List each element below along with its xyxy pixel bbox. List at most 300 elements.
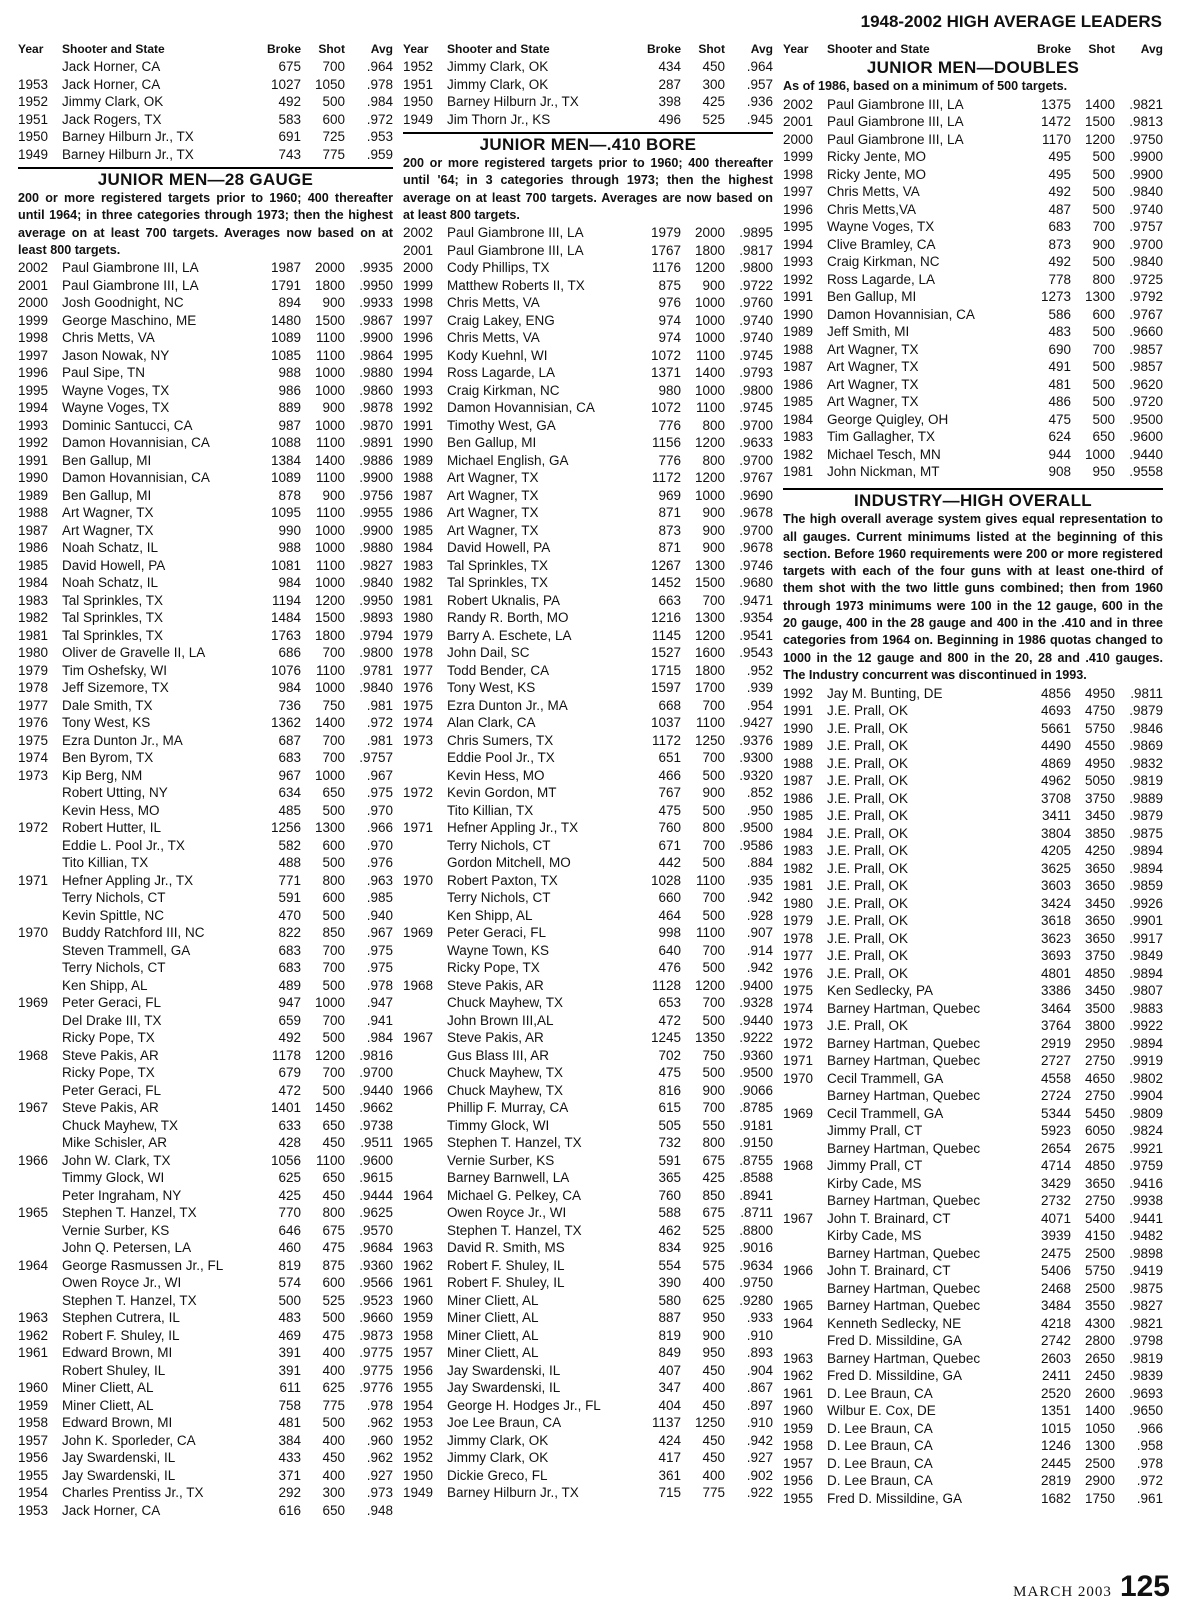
table-row bbox=[783, 1419, 1163, 1437]
row-avg: .9441 bbox=[1129, 1210, 1163, 1226]
row-year: 1999 bbox=[18, 312, 49, 328]
row-broke: 1362 bbox=[270, 715, 301, 731]
row-avg: .9500 bbox=[739, 820, 773, 836]
row-year: 1970 bbox=[403, 872, 434, 888]
row-year: 1972 bbox=[403, 785, 434, 801]
row-year: 1956 bbox=[403, 1362, 434, 1378]
row-shot: 425 bbox=[702, 1170, 725, 1186]
row-shooter: Ezra Dunton Jr., MA bbox=[447, 697, 568, 713]
row-shot: 500 bbox=[322, 1030, 345, 1046]
table-row bbox=[783, 393, 1163, 411]
row-year: 1988 bbox=[783, 755, 814, 771]
row-shot: 850 bbox=[322, 925, 345, 941]
table-row bbox=[403, 784, 773, 802]
row-shot: 650 bbox=[322, 1502, 345, 1518]
row-shooter: Paul Giambrone III, LA bbox=[827, 96, 964, 112]
row-avg: .910 bbox=[746, 1327, 773, 1343]
row-shooter: D. Lee Braun, CA bbox=[827, 1455, 933, 1471]
column-header bbox=[18, 40, 393, 58]
row-shot: 1400 bbox=[1084, 96, 1115, 112]
row-year: 1996 bbox=[403, 330, 434, 346]
table-row bbox=[783, 842, 1163, 860]
row-avg: .9500 bbox=[1129, 411, 1163, 427]
row-broke: 1597 bbox=[650, 680, 681, 696]
row-broke: 683 bbox=[1048, 219, 1071, 235]
table-row bbox=[18, 662, 393, 680]
row-avg: .984 bbox=[366, 94, 393, 110]
row-broke: 384 bbox=[278, 1432, 301, 1448]
row-broke: 491 bbox=[1048, 359, 1071, 375]
row-shooter: Ben Gallup, MI bbox=[62, 487, 152, 503]
row-year: 1977 bbox=[18, 697, 49, 713]
row-shot: 1000 bbox=[314, 575, 345, 591]
row-year: 1958 bbox=[18, 1415, 49, 1431]
row-broke: 583 bbox=[278, 111, 301, 127]
table-row bbox=[403, 522, 773, 540]
row-year: 1975 bbox=[18, 732, 49, 748]
table-row bbox=[783, 1122, 1163, 1140]
row-year: 1950 bbox=[18, 129, 49, 145]
row-avg: .9746 bbox=[739, 557, 773, 573]
row-avg: .9678 bbox=[739, 505, 773, 521]
row-shooter: Ken Sedlecky, PA bbox=[827, 983, 934, 999]
row-year: 1957 bbox=[783, 1455, 814, 1471]
row-year: 1980 bbox=[403, 610, 434, 626]
row-year: 2001 bbox=[18, 277, 49, 293]
row-shooter: Gordon Mitchell, MO bbox=[447, 855, 571, 871]
row-shooter: Miner Cliett, AL bbox=[447, 1345, 539, 1361]
row-shooter: Miner Cliett, AL bbox=[447, 1327, 539, 1343]
table-row bbox=[403, 504, 773, 522]
row-shooter: Art Wagner, TX bbox=[62, 505, 154, 521]
row-avg: .936 bbox=[746, 94, 773, 110]
row-shot: 2675 bbox=[1084, 1140, 1115, 1156]
table-row bbox=[783, 1017, 1163, 1035]
row-avg: .8588 bbox=[739, 1170, 773, 1186]
row-shot: 2750 bbox=[1084, 1088, 1115, 1104]
table-row bbox=[403, 557, 773, 575]
row-broke: 732 bbox=[658, 1135, 681, 1151]
row-shooter: Charles Prentiss Jr., TX bbox=[62, 1485, 204, 1501]
row-year: 1994 bbox=[783, 236, 814, 252]
row-avg: .9419 bbox=[1129, 1263, 1163, 1279]
section-title: JUNIOR MEN—28 GAUGE bbox=[97, 170, 314, 189]
table-row bbox=[783, 305, 1163, 323]
row-avg: .9444 bbox=[359, 1187, 393, 1203]
row-shot: 400 bbox=[702, 1275, 725, 1291]
row-avg: .975 bbox=[366, 960, 393, 976]
row-avg: .910 bbox=[746, 1415, 773, 1431]
table-row bbox=[18, 452, 393, 470]
row-year: 1955 bbox=[18, 1467, 49, 1483]
table-row bbox=[783, 737, 1163, 755]
row-shooter: Robert Shuley, IL bbox=[62, 1362, 166, 1378]
row-broke: 5406 bbox=[1040, 1263, 1071, 1279]
row-shot: 600 bbox=[1092, 306, 1115, 322]
row-broke: 875 bbox=[658, 277, 681, 293]
column-header bbox=[783, 40, 1163, 58]
row-broke: 1527 bbox=[650, 645, 681, 661]
row-shot: 700 bbox=[1092, 219, 1115, 235]
table-row bbox=[403, 1327, 773, 1345]
row-avg: .954 bbox=[746, 697, 773, 713]
row-shooter: Robert F. Shuley, IL bbox=[447, 1275, 565, 1291]
row-broke: 4856 bbox=[1040, 685, 1071, 701]
table-row bbox=[403, 819, 773, 837]
row-shot: 4150 bbox=[1084, 1228, 1115, 1244]
row-shot: 500 bbox=[1092, 184, 1115, 200]
row-broke: 988 bbox=[278, 540, 301, 556]
table-row bbox=[783, 113, 1163, 131]
row-shooter: Ken Shipp, AL bbox=[447, 907, 533, 923]
row-avg: .9634 bbox=[739, 1257, 773, 1273]
row-year: 1979 bbox=[783, 913, 814, 929]
row-avg: .9416 bbox=[1129, 1175, 1163, 1191]
row-year: 1967 bbox=[783, 1210, 814, 1226]
row-broke: 492 bbox=[1048, 184, 1071, 200]
row-year: 1997 bbox=[783, 184, 814, 200]
table-row bbox=[403, 417, 773, 435]
row-broke: 505 bbox=[658, 1117, 681, 1133]
row-shot: 450 bbox=[702, 1362, 725, 1378]
row-avg: .967 bbox=[366, 767, 393, 783]
row-avg: .9869 bbox=[1129, 738, 1163, 754]
row-year: 1971 bbox=[18, 872, 49, 888]
row-avg: .9566 bbox=[359, 1275, 393, 1291]
row-year: 2001 bbox=[783, 114, 814, 130]
row-avg: .9725 bbox=[1129, 271, 1163, 287]
row-shooter: Kevin Hess, MO bbox=[447, 767, 545, 783]
row-avg: .9745 bbox=[739, 400, 773, 416]
table-row bbox=[18, 714, 393, 732]
header-avg: Avg bbox=[370, 42, 393, 56]
row-shooter: Gus Blass III, AR bbox=[447, 1047, 550, 1063]
row-shooter: J.E. Prall, OK bbox=[827, 825, 909, 841]
row-avg: .9878 bbox=[359, 400, 393, 416]
row-broke: 3939 bbox=[1040, 1228, 1071, 1244]
row-avg: .9600 bbox=[1129, 429, 1163, 445]
row-broke: 3484 bbox=[1040, 1298, 1071, 1314]
table-row bbox=[18, 732, 393, 750]
row-broke: 967 bbox=[278, 767, 301, 783]
row-year: 1996 bbox=[783, 201, 814, 217]
table-row bbox=[783, 270, 1163, 288]
row-shooter: Craig Kirkman, NC bbox=[827, 254, 940, 270]
row-shot: 300 bbox=[702, 76, 725, 92]
row-broke: 2411 bbox=[1041, 1368, 1071, 1384]
row-shooter: Timothy West, GA bbox=[447, 417, 556, 433]
row-year: 1960 bbox=[18, 1380, 49, 1396]
row-avg: .9440 bbox=[739, 1012, 773, 1028]
row-avg: .9849 bbox=[1129, 948, 1163, 964]
row-avg: .9875 bbox=[1129, 1280, 1163, 1296]
table-row bbox=[783, 1104, 1163, 1122]
table-row bbox=[18, 277, 393, 295]
row-broke: 908 bbox=[1048, 464, 1071, 480]
table-row bbox=[783, 463, 1163, 481]
row-avg: .9886 bbox=[359, 452, 393, 468]
row-shot: 500 bbox=[322, 907, 345, 923]
row-avg: .973 bbox=[366, 1485, 393, 1501]
row-year: 1972 bbox=[783, 1035, 814, 1051]
table-row bbox=[403, 93, 773, 111]
table-row bbox=[403, 1117, 773, 1135]
row-shooter: Chuck Mayhew, TX bbox=[447, 1082, 564, 1098]
row-broke: 1246 bbox=[1040, 1438, 1071, 1454]
row-shooter: Ben Byrom, TX bbox=[62, 750, 154, 766]
row-broke: 1170 bbox=[1041, 131, 1071, 147]
row-shot: 2750 bbox=[1084, 1193, 1115, 1209]
table-row bbox=[18, 417, 393, 435]
table-row bbox=[403, 1344, 773, 1362]
row-broke: 615 bbox=[658, 1100, 681, 1116]
row-shooter: Art Wagner, TX bbox=[827, 376, 919, 392]
row-avg: .970 bbox=[366, 837, 393, 853]
row-avg: .927 bbox=[746, 1450, 773, 1466]
row-shot: 3500 bbox=[1084, 1000, 1115, 1016]
row-year: 1957 bbox=[18, 1432, 49, 1448]
row-shooter: Tito Killian, TX bbox=[62, 855, 149, 871]
row-broke: 653 bbox=[658, 995, 681, 1011]
section-junior-men-doubles bbox=[783, 58, 1163, 480]
issue-date: MARCH 2003 bbox=[1013, 1584, 1112, 1600]
table-row bbox=[783, 824, 1163, 842]
row-shooter: Tony West, KS bbox=[62, 715, 151, 731]
column-2 bbox=[403, 40, 773, 1502]
row-shot: 700 bbox=[322, 1065, 345, 1081]
row-avg: .9660 bbox=[1129, 324, 1163, 340]
row-avg: .9821 bbox=[1129, 1315, 1163, 1331]
row-avg: .9794 bbox=[359, 627, 393, 643]
row-broke: 3708 bbox=[1040, 790, 1071, 806]
row-avg: .884 bbox=[746, 855, 773, 871]
row-shot: 4950 bbox=[1084, 755, 1115, 771]
row-shooter: Art Wagner, TX bbox=[827, 359, 919, 375]
row-year: 1981 bbox=[783, 878, 814, 894]
table-row bbox=[403, 1187, 773, 1205]
row-broke: 690 bbox=[1048, 341, 1071, 357]
row-avg: .9950 bbox=[359, 592, 393, 608]
row-shooter: Jimmy Clark, OK bbox=[447, 1432, 549, 1448]
table-row bbox=[783, 684, 1163, 702]
row-year: 1980 bbox=[783, 895, 814, 911]
row-year: 1964 bbox=[18, 1257, 49, 1273]
row-avg: .942 bbox=[746, 1432, 773, 1448]
row-shot: 700 bbox=[322, 645, 345, 661]
row-shooter: Steve Pakis, AR bbox=[447, 1030, 544, 1046]
table-row bbox=[18, 504, 393, 522]
row-shooter: Kody Kuehnl, WI bbox=[447, 347, 548, 363]
row-year: 1988 bbox=[403, 470, 434, 486]
row-avg: .9900 bbox=[1129, 149, 1163, 165]
table-row bbox=[18, 557, 393, 575]
row-broke: 1273 bbox=[1040, 289, 1071, 305]
row-shot: 900 bbox=[702, 1327, 725, 1343]
row-year: 1983 bbox=[18, 592, 49, 608]
row-year: 1990 bbox=[403, 435, 434, 451]
row-avg: .984 bbox=[366, 1030, 393, 1046]
row-year: 1983 bbox=[783, 429, 814, 445]
row-year: 1992 bbox=[403, 400, 434, 416]
row-shooter: Barney Hartman, Quebec bbox=[827, 1035, 981, 1051]
row-shooter: Noah Schatz, IL bbox=[62, 540, 159, 556]
row-shooter: Art Wagner, TX bbox=[62, 522, 154, 538]
row-shooter: Peter Geraci, FL bbox=[62, 1082, 162, 1098]
row-shot: 1750 bbox=[1084, 1490, 1115, 1506]
row-shot: 1400 bbox=[1084, 1403, 1115, 1419]
row-shot: 5750 bbox=[1084, 720, 1115, 736]
row-broke: 822 bbox=[278, 925, 301, 941]
table-row bbox=[18, 1327, 393, 1345]
row-shot: 800 bbox=[702, 452, 725, 468]
row-shot: 5750 bbox=[1084, 1263, 1115, 1279]
row-broke: 1791 bbox=[270, 277, 301, 293]
row-year: 1981 bbox=[18, 627, 49, 643]
row-shot: 850 bbox=[702, 1187, 725, 1203]
row-shot: 450 bbox=[702, 1450, 725, 1466]
row-year: 1973 bbox=[18, 767, 49, 783]
row-broke: 591 bbox=[278, 890, 301, 906]
row-shooter: Damon Hovannisian, CA bbox=[62, 435, 210, 451]
row-shot: 700 bbox=[322, 732, 345, 748]
table-row bbox=[403, 259, 773, 277]
row-shot: 425 bbox=[702, 94, 725, 110]
row-year: 1966 bbox=[18, 1152, 49, 1168]
row-shot: 800 bbox=[322, 1205, 345, 1221]
row-shooter: Kirby Cade, MS bbox=[827, 1175, 922, 1191]
row-year: 1988 bbox=[783, 341, 814, 357]
row-year: 1984 bbox=[783, 825, 814, 841]
row-avg: .893 bbox=[746, 1345, 773, 1361]
row-shot: 675 bbox=[702, 1205, 725, 1221]
row-shooter: George H. Hodges Jr., FL bbox=[447, 1397, 601, 1413]
row-shot: 700 bbox=[702, 890, 725, 906]
row-avg: .9781 bbox=[359, 662, 393, 678]
row-shot: 575 bbox=[702, 1257, 725, 1273]
row-shot: 700 bbox=[702, 837, 725, 853]
row-shot: 1000 bbox=[694, 295, 725, 311]
row-year: 1976 bbox=[18, 715, 49, 731]
row-shooter: Jay Swardenski, IL bbox=[62, 1450, 176, 1466]
section-note: 200 or more registered targets prior to 1960; 400 thereafter until 1964; in three categories through 1973; then the highest average on at least 700 targets. Averages now based on at least 800 targets. bbox=[18, 191, 393, 257]
row-shooter: Chris Metts, VA bbox=[827, 184, 920, 200]
row-broke: 984 bbox=[278, 680, 301, 696]
row-avg: .9740 bbox=[739, 330, 773, 346]
table-row bbox=[783, 1367, 1163, 1385]
row-shot: 1000 bbox=[314, 382, 345, 398]
row-shot: 500 bbox=[702, 802, 725, 818]
row-shooter: Jason Nowak, NY bbox=[62, 347, 170, 363]
row-avg: .9757 bbox=[1129, 219, 1163, 235]
row-broke: 633 bbox=[278, 1117, 301, 1133]
row-year: 1995 bbox=[783, 219, 814, 235]
row-broke: 4558 bbox=[1040, 1070, 1071, 1086]
row-broke: 3603 bbox=[1040, 878, 1071, 894]
row-broke: 3424 bbox=[1040, 895, 1071, 911]
row-shot: 3650 bbox=[1084, 878, 1115, 894]
table-row bbox=[403, 1362, 773, 1380]
row-shooter: Kenneth Sedlecky, NE bbox=[827, 1315, 962, 1331]
table-row bbox=[783, 964, 1163, 982]
row-avg: .9700 bbox=[739, 452, 773, 468]
row-broke: 4869 bbox=[1040, 755, 1071, 771]
table-row bbox=[783, 999, 1163, 1017]
row-broke: 417 bbox=[658, 1450, 681, 1466]
row-broke: 495 bbox=[1048, 166, 1071, 182]
row-year: 2000 bbox=[18, 295, 49, 311]
row-shooter: Chuck Mayhew, TX bbox=[62, 1117, 179, 1133]
table-row bbox=[403, 399, 773, 417]
row-shot: 1300 bbox=[1084, 289, 1115, 305]
row-shot: 1200 bbox=[694, 435, 725, 451]
row-year: 1982 bbox=[403, 575, 434, 591]
row-shot: 500 bbox=[1092, 166, 1115, 182]
table-row bbox=[403, 802, 773, 820]
section-rows bbox=[403, 224, 773, 1502]
row-shooter: David Howell, PA bbox=[62, 557, 166, 573]
row-shot: 500 bbox=[322, 855, 345, 871]
row-year: 1990 bbox=[783, 720, 814, 736]
row-year: 1972 bbox=[18, 820, 49, 836]
row-shot: 600 bbox=[322, 111, 345, 127]
row-broke: 988 bbox=[278, 365, 301, 381]
row-shot: 700 bbox=[322, 960, 345, 976]
row-broke: 1037 bbox=[650, 715, 681, 731]
header-shooter: Shooter and State bbox=[62, 42, 165, 56]
table-row bbox=[18, 128, 393, 146]
row-shooter: Ben Gallup, MI bbox=[827, 289, 917, 305]
row-broke: 365 bbox=[658, 1170, 681, 1186]
row-avg: .9904 bbox=[1129, 1088, 1163, 1104]
row-shot: 500 bbox=[322, 977, 345, 993]
table-row bbox=[783, 1069, 1163, 1087]
row-broke: 1176 bbox=[651, 260, 681, 276]
row-shot: 1100 bbox=[315, 470, 345, 486]
row-shooter: Randy R. Borth, MO bbox=[447, 610, 569, 626]
row-shooter: Miner Cliett, AL bbox=[62, 1380, 154, 1396]
table-row bbox=[403, 574, 773, 592]
table-row bbox=[18, 1344, 393, 1362]
row-shot: 500 bbox=[322, 1310, 345, 1326]
row-avg: .962 bbox=[366, 1450, 393, 1466]
row-shooter: Damon Hovannisian, CA bbox=[827, 306, 975, 322]
row-avg: .9620 bbox=[1129, 376, 1163, 392]
row-avg: .9898 bbox=[1129, 1245, 1163, 1261]
row-shooter: J.E. Prall, OK bbox=[827, 720, 909, 736]
table-row bbox=[783, 877, 1163, 895]
row-year: 1961 bbox=[403, 1275, 434, 1291]
row-shooter: Robert Paxton, TX bbox=[447, 872, 558, 888]
row-shot: 1100 bbox=[695, 347, 725, 363]
row-avg: .9802 bbox=[1129, 1070, 1163, 1086]
section-rows bbox=[783, 95, 1163, 480]
row-shot: 1800 bbox=[694, 242, 725, 258]
row-shot: 1100 bbox=[695, 872, 725, 888]
row-shooter: Jeff Smith, MI bbox=[827, 324, 910, 340]
row-avg: .9570 bbox=[359, 1222, 393, 1238]
row-shooter: Miner Cliett, AL bbox=[62, 1397, 154, 1413]
table-row bbox=[783, 982, 1163, 1000]
row-broke: 887 bbox=[658, 1310, 681, 1326]
row-avg: .9798 bbox=[1129, 1333, 1163, 1349]
row-broke: 3623 bbox=[1040, 930, 1071, 946]
table-row bbox=[18, 1134, 393, 1152]
row-shooter: Peter Geraci, FL bbox=[447, 925, 547, 941]
row-shot: 400 bbox=[322, 1362, 345, 1378]
row-shot: 900 bbox=[702, 1082, 725, 1098]
row-avg: .9821 bbox=[1129, 96, 1163, 112]
row-broke: 3625 bbox=[1040, 860, 1071, 876]
